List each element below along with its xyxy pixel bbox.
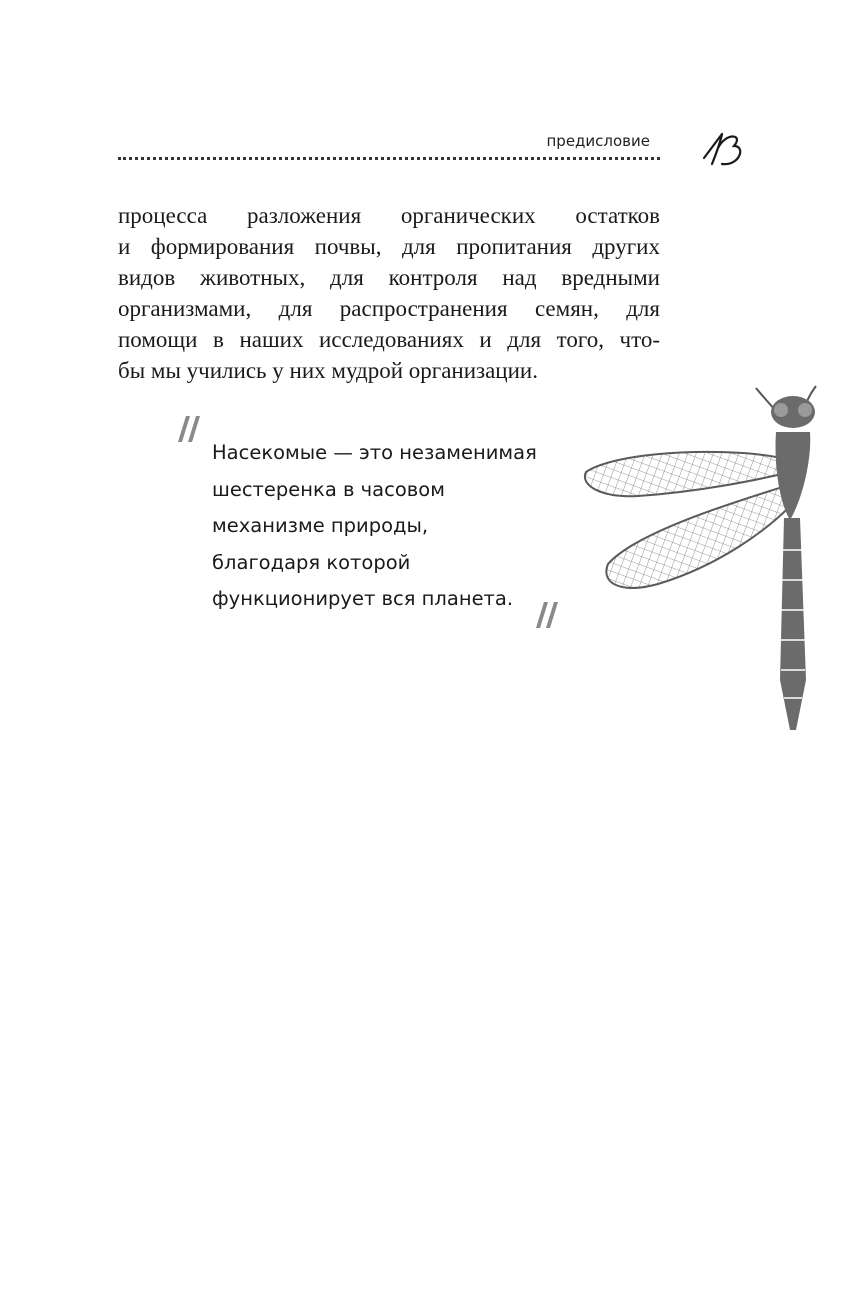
quote-line: шестеренка в часовом xyxy=(212,477,445,501)
body-line: процесса разложения органических остатков xyxy=(118,203,660,228)
page-number xyxy=(700,124,750,172)
quote-line: Насекомые — это незаменимая xyxy=(212,441,537,464)
open-quote-icon xyxy=(172,412,204,444)
body-line: помощи в наших исследованиях и для того, что- xyxy=(118,327,660,352)
dotted-rule xyxy=(118,157,660,160)
body-line: организмами, для распространения семян, для xyxy=(118,296,660,321)
body-paragraph xyxy=(118,200,660,386)
body-line: бы мы учились у них мудрой организации. xyxy=(118,358,538,383)
running-head: предисловие xyxy=(546,132,650,150)
pull-quote xyxy=(212,435,572,618)
quote-line: благодаря которой xyxy=(212,550,411,574)
quote-line: механизме природы, xyxy=(212,514,429,537)
body-line: видов животных, для контроля над вредными xyxy=(118,265,660,290)
body-line: и формирования почвы, для пропитания других xyxy=(118,234,660,259)
close-quote-icon xyxy=(530,598,562,630)
dragonfly-icon xyxy=(578,380,844,740)
quote-line: функционирует вся планета. xyxy=(212,587,514,610)
